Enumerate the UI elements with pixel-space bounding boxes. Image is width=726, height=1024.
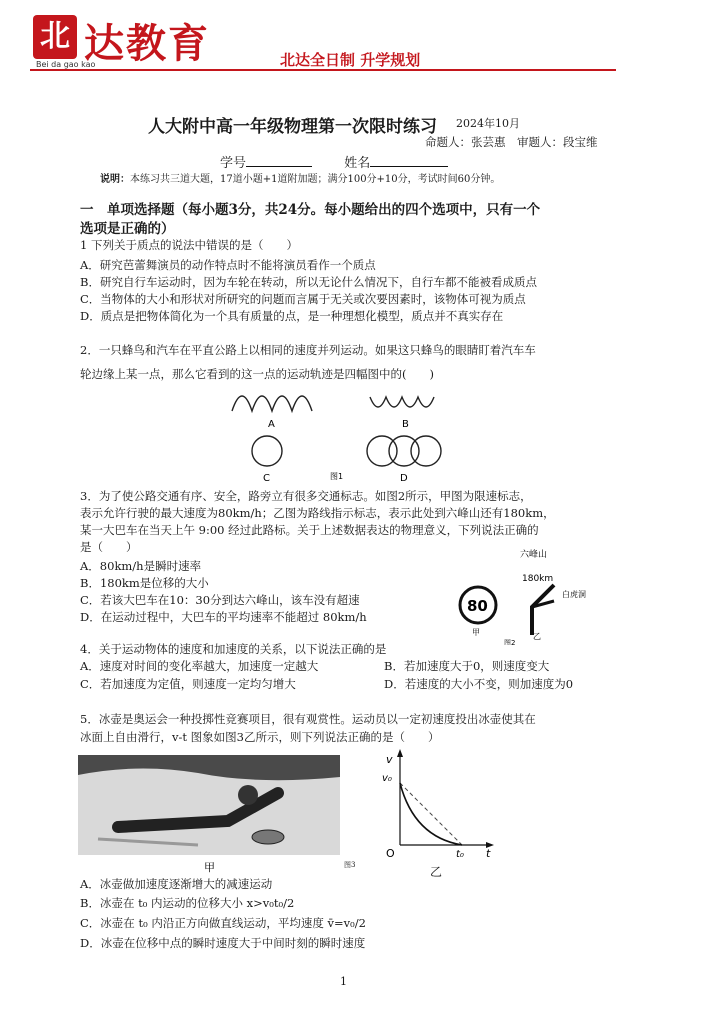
name-label: 姓名 — [344, 156, 371, 171]
brand-name: 达教育 — [84, 20, 210, 67]
q3-stem-line3: 某一大巴车在当天上午 9:00 经过此路标。关于上述数据表达的物理意义，下列说法正确的 — [80, 523, 539, 537]
photo-jia-label: 甲 — [204, 861, 215, 874]
q2-stem-line2: 轮边缘上某一点，那么它看到的这一点的运动轨迹是四幅图中的( ) — [80, 367, 434, 381]
trajectory-a-label: A — [268, 419, 275, 430]
q4-option-a: A．速度对时间的变化率越大，加速度一定越大 — [80, 659, 319, 673]
section-heading — [80, 201, 620, 239]
speed-limit-value: 80 — [467, 597, 488, 615]
student-info-row — [220, 152, 448, 171]
name-field[interactable] — [370, 152, 448, 167]
trajectory-d-circle — [411, 436, 441, 466]
trajectory-a-curve — [232, 396, 312, 411]
section-heading-line1: 一 单项选择题（每小题3分，共24分。每小题给出的四个选项中，只有一个 — [80, 202, 541, 218]
figure-2-caption: 图2 — [504, 639, 516, 645]
athlete-head — [238, 785, 258, 805]
q3-stem-line1: 3．为了使公路交通有序、安全，路旁立有很多交通标志。如图2所示，甲图为限速标志， — [80, 489, 532, 503]
t0-label: t₀ — [456, 849, 464, 860]
q5-option-d: D．冰壶在位移中点的瞬时速度大于中间时刻的瞬时速度 — [80, 936, 366, 950]
sign-yi-label: 乙 — [533, 632, 541, 641]
v-axis-label: v — [386, 753, 393, 766]
q3-stem-line4: 是（ ） — [80, 540, 138, 554]
section-heading-line2: 选项是正确的） — [80, 221, 175, 237]
header-divider — [30, 69, 616, 71]
student-id-label: 学号 — [220, 156, 247, 171]
sign-destination: 六峰山 — [520, 550, 548, 560]
v-axis-arrow — [397, 749, 403, 757]
trajectory-c-label: C — [263, 473, 270, 484]
q5-option-a: A．冰壶做加速度逐渐增大的减速运动 — [80, 877, 273, 891]
figure-1-caption: 图1 — [330, 472, 344, 481]
trajectory-figure — [220, 385, 470, 485]
brand-pinyin: Bei da gao kao — [36, 60, 96, 69]
curling-photo — [78, 755, 348, 875]
student-id-field[interactable] — [246, 152, 312, 167]
q4-option-b: B．若加速度大于0，则速度变大 — [384, 659, 550, 673]
slogan: 北达全日制 升学规划 — [280, 51, 421, 69]
q5-option-c: C．冰壶在 t₀ 内沿正方向做直线运动，平均速度 v̄=v₀/2 — [80, 916, 366, 930]
logo-mark: 北 — [33, 15, 77, 59]
q3-stem-line2: 表示允许行驶的最大速度为80km/h；乙图为路线指示标志，表示此处到六峰山还有180km， — [80, 506, 555, 520]
sign-distance: 180km — [522, 574, 554, 584]
sign-jia-label: 甲 — [472, 628, 480, 637]
v0-label: v₀ — [382, 773, 392, 784]
page-number: 1 — [340, 975, 347, 988]
trajectory-d-label: D — [400, 473, 408, 484]
exam-authors: 命题人：张芸惠 审题人：段宝维 — [425, 135, 598, 149]
q4-option-c: C．若加速度为定值，则速度一定均匀增大 — [80, 677, 296, 691]
q3-option-b: B．180km是位移的大小 — [80, 576, 209, 590]
exam-note — [100, 170, 500, 185]
q1-option-a: A．研究芭蕾舞演员的动作特点时不能将演员看作一个质点 — [80, 258, 376, 272]
q1-option-b: B．研究自行车运动时，因为车轮在转动，所以无论什么情况下，自行车都不能被看成质点 — [80, 275, 537, 289]
vt-reference-line — [400, 783, 462, 845]
trajectory-c-circle — [252, 436, 282, 466]
q2-stem-line1: 2．一只蜂鸟和汽车在平直公路上以相同的速度并列运动。如果这只蜂鸟的眼睛盯着汽车车 — [80, 343, 536, 357]
q5-stem-line1: 5．冰壶是奥运会一种投掷性竞赛项目，很有观赏性。运动员以一定初速度投出冰壶使其在 — [80, 712, 536, 726]
vt-graph — [378, 745, 498, 865]
graph-yi-label: 乙 — [430, 865, 443, 879]
trajectory-b-curve — [370, 397, 434, 407]
route-sign-arrow — [532, 585, 554, 635]
figure-3-caption: 图3 — [344, 861, 356, 869]
q3-option-a: A．80km/h是瞬时速率 — [80, 559, 202, 573]
q3-option-c: C．若该大巴车在10：30分到达六峰山，该车没有超速 — [80, 593, 360, 607]
sign-branch-name: 白虎洞 — [562, 590, 586, 599]
curling-stone — [252, 830, 284, 844]
q1-option-c: C．当物体的大小和形状对所研究的问题而言属于无关或次要因素时，该物体可视为质点 — [80, 292, 526, 306]
note-label: 说明： — [100, 174, 130, 185]
exam-date: 2024年10月 — [456, 117, 520, 130]
origin-label: O — [386, 847, 395, 860]
q5-option-b: B．冰壶在 t₀ 内运动的位移大小 x>v₀t₀/2 — [80, 896, 295, 910]
traffic-sign-figure — [450, 545, 620, 645]
q5-stem-line2: 冰面上自由滑行，v-t 图象如图3乙所示，则下列说法正确的是（ ） — [80, 730, 440, 744]
q4-stem: 4．关于运动物体的速度和加速度的关系，以下说法正确的是 — [80, 642, 387, 656]
q1-stem: 1 下列关于质点的说法中错误的是（ ） — [80, 238, 298, 252]
exam-title: 人大附中高一年级物理第一次限时练习 — [148, 117, 437, 137]
q4-option-d: D．若速度的大小不变，则加速度为0 — [384, 677, 574, 691]
q3-option-d: D．在运动过程中，大巴车的平均速率不能超过 80km/h — [80, 610, 367, 624]
trajectory-b-label: B — [402, 419, 409, 430]
t-axis-label: t — [486, 847, 491, 860]
q1-option-d: D．质点是把物体简化为一个具有质量的点，是一种理想化模型，质点并不真实存在 — [80, 309, 504, 323]
note-text: 本练习共三道大题，17道小题+1道附加题；满分100分+10分，考试时间60分钟。 — [130, 174, 501, 185]
